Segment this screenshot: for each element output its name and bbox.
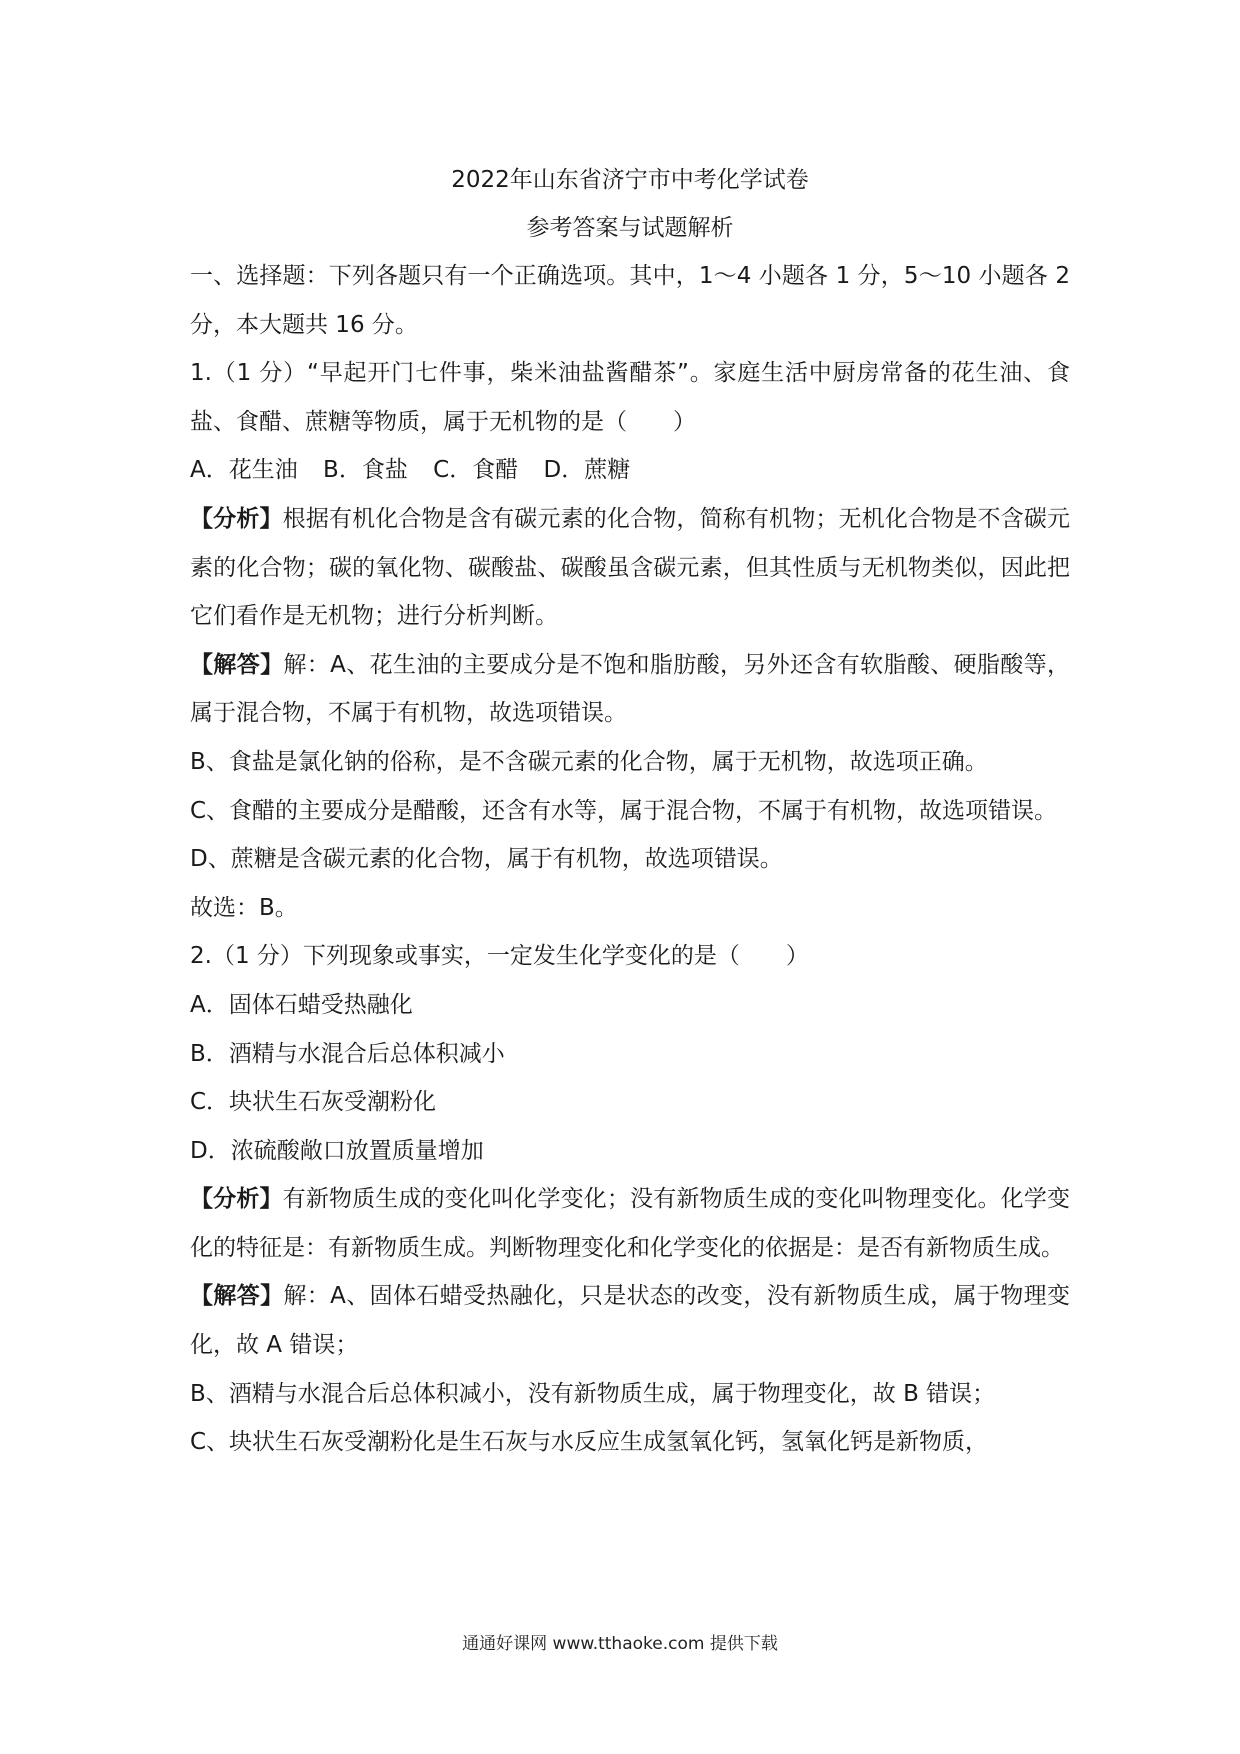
document-body bbox=[190, 156, 1070, 1467]
q1-option-b: B．食盐 bbox=[323, 457, 408, 484]
q1-stem: 1.（1 分）“早起开门七件事，柴米油盐酱醋茶”。家庭生活中厨房常备的花生油、食盐、食醋、蔗糖等物质，属于无机物的是（ ） bbox=[190, 360, 1070, 435]
q1-answer-a-text: 解：A、花生油的主要成分是不饱和脂肪酸，另外还含有软脂酸、硬脂酸等，属于混合物，不属于有机物，故选项错误。 bbox=[190, 651, 1071, 727]
q1-analysis-tag: 【分析】 bbox=[190, 505, 283, 532]
q2-option-c: C．块状生石灰受潮粉化 bbox=[190, 1089, 437, 1116]
q2-answer-tag: 【解答】 bbox=[190, 1283, 284, 1310]
q2-answer-a bbox=[190, 1272, 1070, 1369]
q2-analysis-text: 有新物质生成的变化叫化学变化；没有新物质生成的变化叫物理变化。化学变化的特征是：有新物质生成。判断物理变化和化学变化的依据是：是否有新物质生成。 bbox=[190, 1186, 1071, 1261]
q1-answer-c: C、食醋的主要成分是醋酸，还含有水等，属于混合物，不属于有机物，故选项错误。 bbox=[190, 797, 1058, 824]
q1-options bbox=[190, 446, 1070, 495]
section-heading: 一、选择题：下列各题只有一个正确选项。其中，1～4 小题各 1 分，5～10 小题各 2 分，本大题共 16 分。 bbox=[190, 263, 1070, 338]
q1-option-a: A．花生油 bbox=[190, 457, 298, 484]
q1-choice: 故选：B。 bbox=[190, 894, 298, 921]
q2-stem: 2.（1 分）下列现象或事实，一定发生化学变化的是（ ） bbox=[190, 943, 809, 970]
q2-answer-c: C、块状生石灰受潮粉化是生石灰与水反应生成氢氧化钙，氢氧化钙是新物质， bbox=[190, 1429, 989, 1456]
page-title: 2022年山东省济宁市中考化学试卷 bbox=[451, 167, 809, 193]
q2-analysis-tag: 【分析】 bbox=[190, 1186, 283, 1213]
q2-option-d: D．浓硫酸敞口放置质量增加 bbox=[190, 1137, 484, 1164]
q1-analysis bbox=[190, 495, 1070, 641]
q1-answer-b: B、食盐是氯化钠的俗称，是不含碳元素的化合物，属于无机物，故选项正确。 bbox=[190, 748, 988, 775]
q1-option-c: C．食醋 bbox=[433, 457, 519, 484]
q2-option-b: B．酒精与水混合后总体积减小 bbox=[190, 1040, 505, 1067]
q1-option-d: D．蔗糖 bbox=[543, 457, 631, 484]
q2-option-a: A．固体石蜡受热融化 bbox=[190, 991, 413, 1018]
q2-answer-b: B、酒精与水混合后总体积减小，没有新物质生成，属于物理变化，故 B 错误； bbox=[190, 1380, 996, 1407]
q1-answer-tag: 【解答】 bbox=[190, 651, 284, 678]
q2-analysis bbox=[190, 1175, 1070, 1272]
q1-answer-d: D、蔗糖是含碳元素的化合物，属于有机物，故选项错误。 bbox=[190, 846, 783, 873]
q1-analysis-text: 根据有机化合物是含有碳元素的化合物，简称有机物；无机化合物是不含碳元素的化合物；碳的氧化物、碳酸盐、碳酸虽含碳元素，但其性质与无机物类似，因此把它们看作是无机物；进行分析判断。 bbox=[190, 505, 1071, 630]
q2-answer-a-text: 解：A、固体石蜡受热融化，只是状态的改变，没有新物质生成，属于物理变化，故 A 错误； bbox=[190, 1283, 1071, 1359]
page-footer: 通通好课网 www.tthaoke.com 提供下载 bbox=[462, 1634, 778, 1654]
q1-answer-a bbox=[190, 641, 1070, 738]
page-subtitle: 参考答案与试题解析 bbox=[526, 215, 734, 241]
